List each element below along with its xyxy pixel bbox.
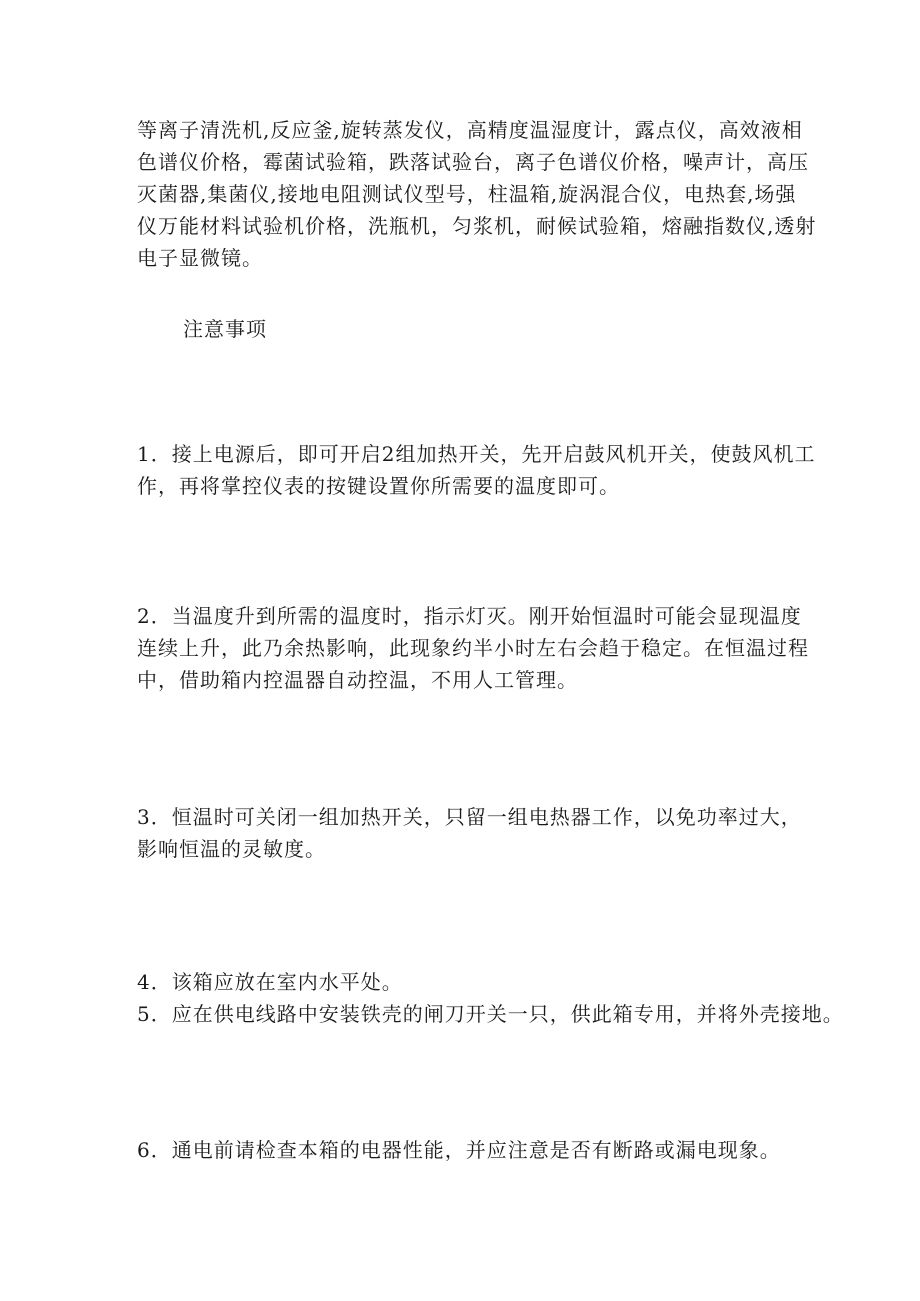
note-item-3	[137, 801, 802, 865]
note-item-6	[137, 1134, 797, 1166]
note-item-4-5	[137, 966, 844, 1030]
text-line: 等离子清洗机,反应釜,旋转蒸发仪，高精度温湿度计，露点仪，高效液相	[137, 118, 803, 142]
section-heading: 注意事项	[183, 317, 267, 341]
text-line: 6．通电前请检查本箱的电器性能，并应注意是否有断路或漏电现象。	[137, 1138, 781, 1162]
text-line: 中，借助箱内控温器自动控温，不用人工管理。	[137, 668, 578, 692]
text-line: 灭菌器,集菌仪,接地电阻测试仪型号，柱温箱,旋涡混合仪，电热套,场强	[137, 182, 797, 206]
text-line: 3．恒温时可关闭一组加热开关，只留一组电热器工作，以免功率过大，	[137, 805, 802, 829]
text-line: 色谱仪价格，霉菌试验箱，跌落试验台，离子色谱仪价格，噪声计，高压	[137, 150, 809, 174]
text-line: 仪万能材料试验机价格，洗瓶机，匀浆机，耐候试验箱，熔融指数仪,透射	[137, 214, 817, 238]
text-line: 影响恒温的灵敏度。	[137, 837, 326, 861]
text-line: 作，再将掌控仪表的按键设置你所需要的温度即可。	[137, 474, 620, 498]
text-line: 1．接上电源后，即可开启2组加热开关，先开启鼓风机开关，使鼓风机工	[137, 442, 816, 466]
text-line: 连续上升，此乃余热影响，此现象约半小时左右会趋于稳定。在恒温过程	[137, 636, 809, 660]
note-item-2	[137, 600, 809, 696]
text-line: 5．应在供电线路中安装铁壳的闸刀开关一只，供此箱专用，并将外壳接地。	[137, 1002, 844, 1026]
note-item-1	[137, 438, 816, 502]
text-line: 4．该箱应放在室内水平处。	[137, 970, 403, 994]
text-line: 电子显微镜。	[137, 246, 263, 270]
intro-paragraph	[137, 114, 817, 274]
text-line: 2．当温度升到所需的温度时，指示灯灭。刚开始恒温时可能会显现温度	[137, 604, 802, 628]
